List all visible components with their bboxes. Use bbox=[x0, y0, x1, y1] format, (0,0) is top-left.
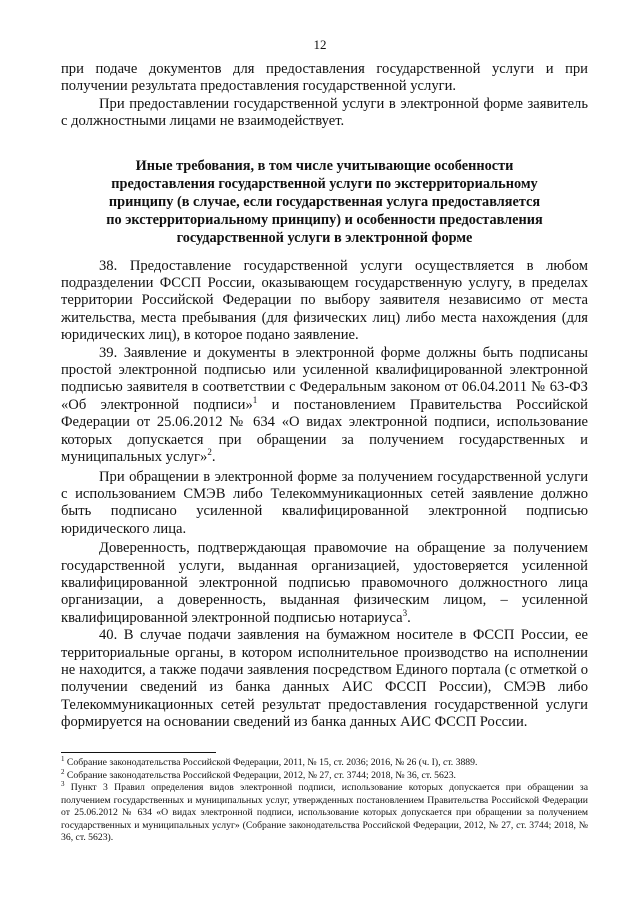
section-heading bbox=[61, 157, 588, 247]
paragraph-39-text: 39. Заявление и документы в электронной форме должны быть подписаны простой электронной подписью или усиленной квалифицированной электронной подписью заявителя в соответствии с Федеральным законом от 06.04.2011 № 63-ФЗ «Об электронной подписи» bbox=[61, 344, 588, 413]
footnote-1-number: 1 bbox=[61, 755, 65, 763]
paragraph-power-of-attorney-text: Доверенность, подтверждающая правомочие на обращение за получением государственной услуги, выданная организацией, удостоверяется усиленной квалифицированной электронной подписью правомочного должностного лица организации, а доверенность, выданная физическим лицом, – усиленной квалифицированной электронной подписью нотариуса bbox=[61, 540, 588, 626]
footnote-ref-2: 2 bbox=[207, 447, 212, 458]
heading-line-5: государственной услуги в электронной форме bbox=[176, 229, 473, 246]
heading-line-3: принципу (в случае, если государственная услуга предоставляется bbox=[108, 193, 541, 210]
footnote-3 bbox=[61, 782, 588, 845]
intro-paragraph-2: При предоставлении государственной услуги в электронной форме заявитель с должностными лицами не взаимодействует. bbox=[61, 95, 588, 130]
footnote-1-text: Собрание законодательства Российской Федерации, 2011, № 15, ст. 2036; 2016, № 26 (ч. I), ст. 3889. bbox=[64, 757, 478, 768]
heading-line-4: по экстерриториальному принципу) и особенности предоставления bbox=[106, 211, 543, 228]
footnote-3-text: Пункт 3 Правил определения видов электронной подписи, использование которых допускается при обращении за получением государственных и муниципальных услуг, утвержденных постановлением Правительства Российской Федерации от 25.06.2012 № 634 «О видах электронной подписи, использование которых допускается при обращении за получением государственных и муниципальных услуг» (Собрание законодательства Российской Федерации, 2012, № 27, ст. 3744; 2018, № 36, ст. 5623). bbox=[61, 782, 588, 843]
footnote-2-text: Собрание законодательства Российской Федерации, 2012, № 27, ст. 3744; 2018, № 36, ст. 5623. bbox=[64, 769, 456, 781]
heading-line-2: предоставления государственной услуги по экстерриториальному bbox=[111, 175, 538, 192]
paragraph-power-of-attorney-end: . bbox=[407, 609, 411, 626]
paragraph-power-of-attorney bbox=[61, 540, 588, 627]
footnote-ref-3: 3 bbox=[402, 607, 408, 618]
paragraph-39-end: . bbox=[211, 449, 216, 466]
heading-line-1: Иные требования, в том числе учитывающие особенности bbox=[135, 157, 514, 174]
footnotes bbox=[61, 757, 588, 845]
intro-paragraph-1: при подаче документов для предоставления государственной услуги и при получении результата предоставления государственной услуги. bbox=[61, 61, 588, 95]
document-body bbox=[61, 61, 588, 732]
paragraph-38: 38. Предоставление государственной услуги осуществляется в любом подразделении ФССП России, оказывающем государственную услугу, в пределах территории Российской Федерации по выбору заявителя независимо от места жительства, места пребывания (для физических лиц) либо места нахождения (для юридических лиц), в которое подано заявление. bbox=[61, 257, 588, 344]
paragraph-40: 40. В случае подачи заявления на бумажном носителе в ФССП России, ее территориальные органы, в котором исполнительное производство на исполнении не находится, а также подачи заявления посредством Единого портала (с отметкой о получении сведений из банка данных АИС ФССП России), СМЭВ либо Телекоммуникационных сетей результат предоставления государственной услуги формируется на основании сведений из банка данных АИС ФССП России. bbox=[61, 627, 588, 731]
footnote-3-number: 3 bbox=[61, 780, 65, 788]
footnote-2-number: 2 bbox=[61, 767, 65, 776]
footnote-2 bbox=[61, 767, 588, 783]
paragraph-smev: При обращении в электронной форме за получением государственной услуги с использованием СМЭВ либо Телекоммуникационных сетей заявление должно быть подписано усиленной квалифицированной электронной подписью юридического лица. bbox=[61, 468, 588, 537]
footnote-1 bbox=[61, 757, 588, 770]
footnote-ref-1: 1 bbox=[252, 394, 258, 405]
paragraph-39-text-2: и постановлением Правительства Российской Федерации от 25.06.2012 № 634 «О видах электронной подписи, использование которых допускается при обращении за получением государственных и муниципальных услуг» bbox=[61, 396, 588, 466]
page-number: 12 bbox=[313, 37, 327, 52]
footnote-divider bbox=[61, 752, 216, 753]
paragraph-39 bbox=[61, 345, 588, 467]
